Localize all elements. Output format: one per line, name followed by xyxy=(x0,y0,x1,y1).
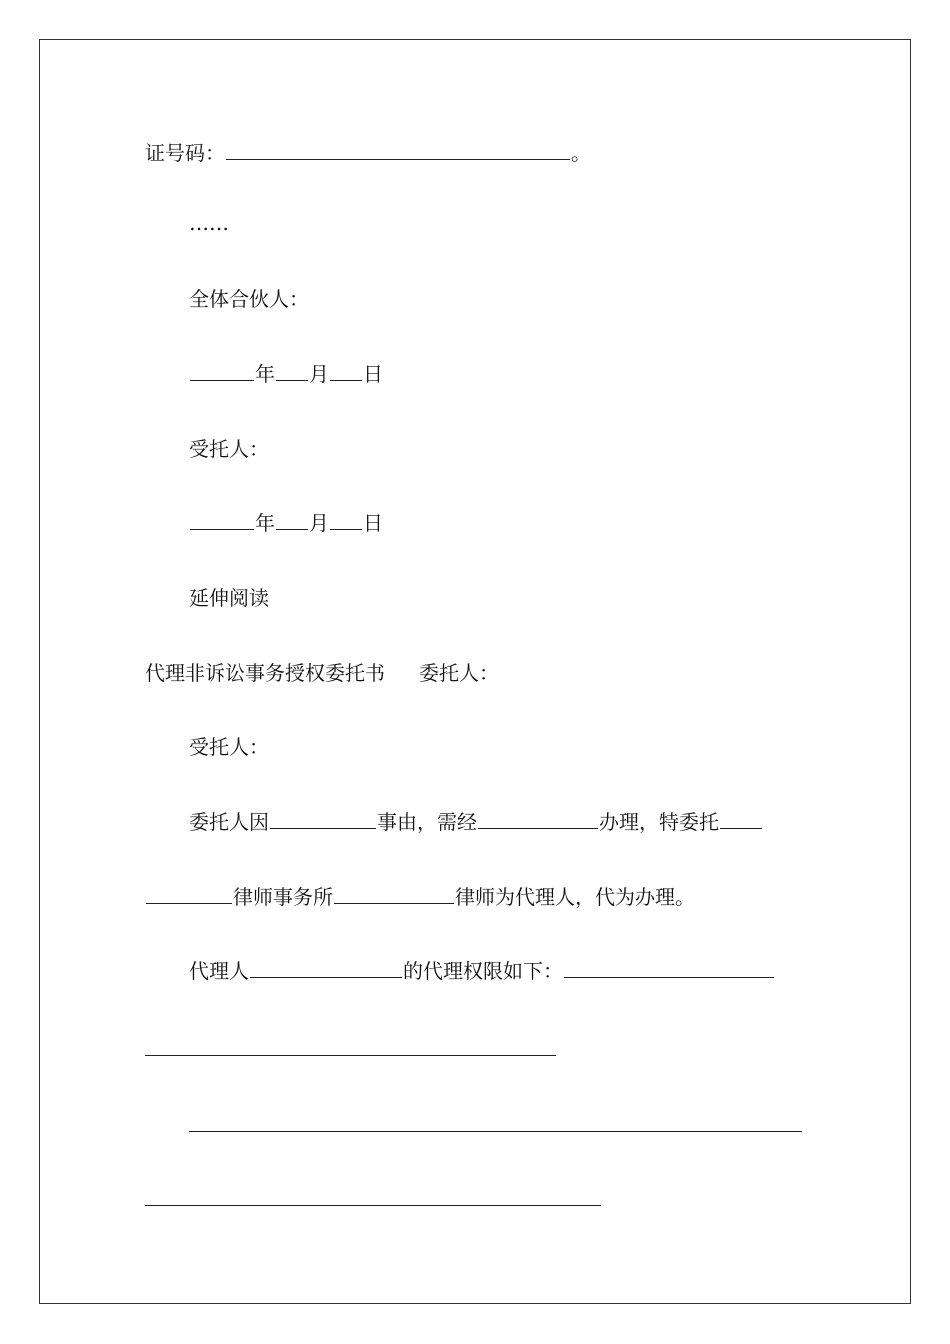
day-label: 日 xyxy=(363,511,383,535)
date-line-2 xyxy=(189,508,383,538)
all-partners-label: 全体合伙人： xyxy=(189,287,309,311)
paragraph-2 xyxy=(145,882,695,912)
year-blank xyxy=(190,360,254,381)
year-label: 年 xyxy=(255,511,275,535)
p3-text-b: 的代理权限如下： xyxy=(403,959,563,983)
scope-blank-start xyxy=(564,957,774,978)
year-label: 年 xyxy=(255,362,275,386)
month-label: 月 xyxy=(309,362,329,386)
cert-blank xyxy=(226,139,570,160)
trustee-label: 受托人： xyxy=(189,437,269,461)
date-line-1 xyxy=(189,359,383,389)
lawyer-blank xyxy=(334,883,454,904)
doc-title: 代理非诉讼事务授权委托书 xyxy=(145,661,385,685)
month-blank xyxy=(276,509,308,530)
p1-text-c: 办理，特委托 xyxy=(599,810,719,834)
p2-text-b: 律师为代理人，代为办理。 xyxy=(455,885,695,909)
reason-blank xyxy=(270,808,376,829)
month-label: 月 xyxy=(309,511,329,535)
scope-blank-line-1 xyxy=(145,1055,556,1056)
p1-text-a: 委托人因 xyxy=(189,810,269,834)
p2-text-a: 律师事务所 xyxy=(233,885,333,909)
extended-reading-heading: 延伸阅读 xyxy=(189,586,269,610)
scope-blank-line-2 xyxy=(189,1131,802,1132)
trustee-label-2: 受托人： xyxy=(189,735,269,759)
ellipsis-line: …… xyxy=(189,211,229,235)
day-blank xyxy=(330,360,362,381)
year-blank xyxy=(190,509,254,530)
cert-label: 证号码： xyxy=(145,141,225,165)
cert-number-line xyxy=(145,138,591,168)
p1-text-b: 事由，需经 xyxy=(377,810,477,834)
doc-title-line xyxy=(145,658,499,688)
agent-blank xyxy=(250,957,402,978)
firm-blank-start xyxy=(720,808,762,829)
agency-blank xyxy=(478,808,598,829)
cert-end: 。 xyxy=(571,141,591,165)
principal-label: 委托人： xyxy=(419,661,499,685)
paragraph-3 xyxy=(189,956,775,986)
day-blank xyxy=(330,509,362,530)
firm-blank-end xyxy=(146,883,232,904)
month-blank xyxy=(276,360,308,381)
p3-text-a: 代理人 xyxy=(189,959,249,983)
paragraph-1 xyxy=(189,807,763,837)
scope-blank-line-3 xyxy=(145,1205,601,1206)
day-label: 日 xyxy=(363,362,383,386)
